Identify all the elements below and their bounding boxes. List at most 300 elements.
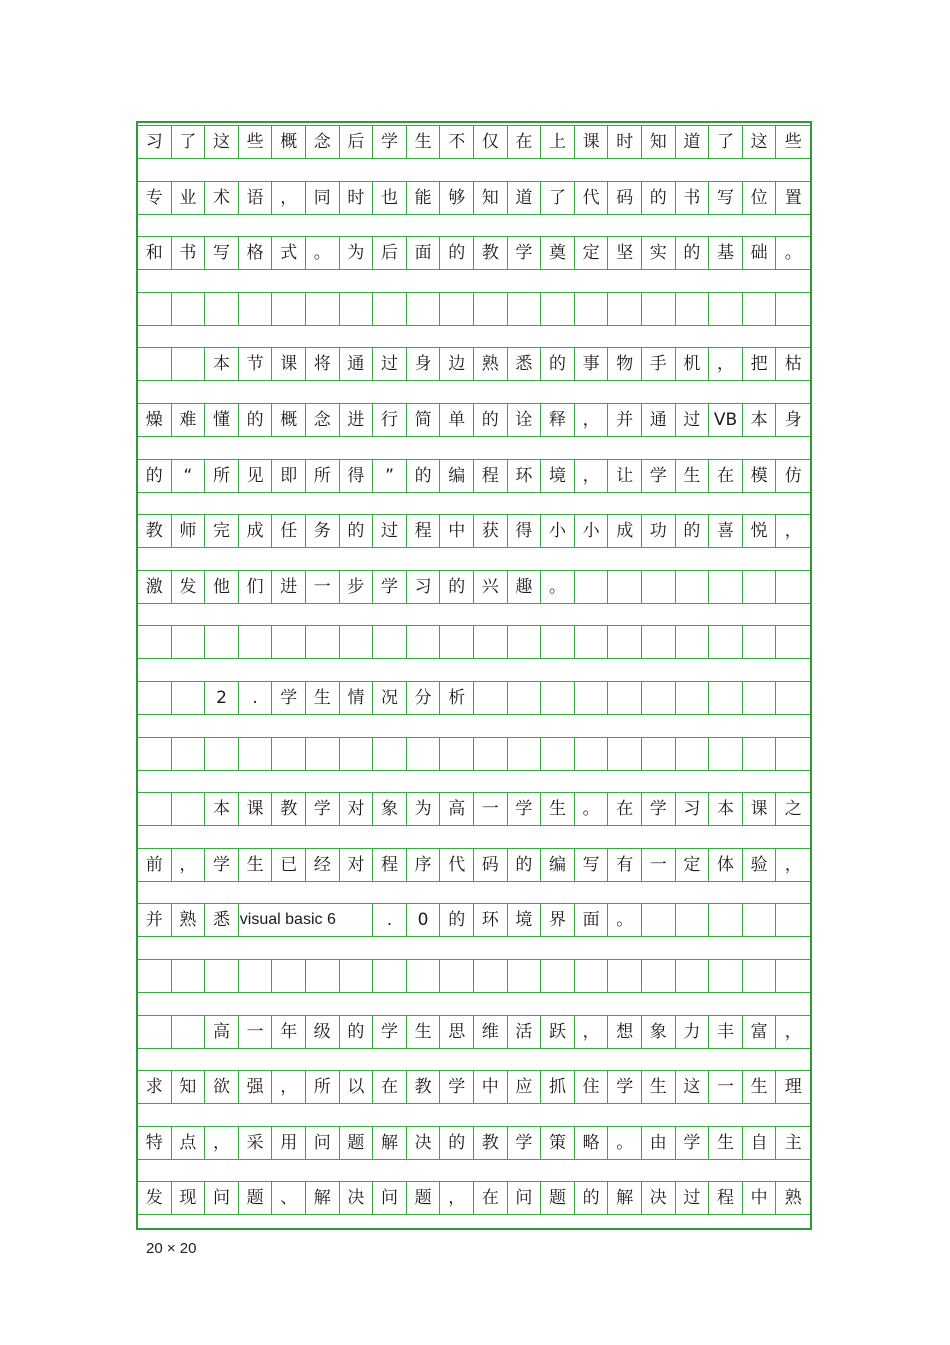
grid-cell	[776, 626, 810, 658]
grid-cell: 时	[608, 126, 642, 158]
grid-cell: 通	[340, 348, 374, 380]
grid-cell	[709, 904, 743, 936]
grid-cell	[440, 738, 474, 770]
grid-cell	[575, 626, 609, 658]
grid-cell: 生	[306, 682, 340, 714]
grid-cell: 们	[239, 571, 273, 603]
grid-cell: 熟	[784, 1188, 802, 1209]
grid-cell: 环	[474, 904, 508, 936]
grid-cell: 获	[474, 515, 508, 547]
grid-cell: 难	[172, 404, 206, 436]
grid-cell	[676, 626, 710, 658]
grid-cell: ，	[272, 182, 306, 214]
grid-cell	[541, 626, 575, 658]
grid-cell: 程	[373, 849, 407, 881]
grid-cell: visual basic 6	[239, 904, 373, 936]
grid-cell: 学	[508, 237, 542, 269]
grid-cell: 教	[272, 793, 306, 825]
grid-row	[138, 347, 810, 381]
grid-cell: 、	[272, 1182, 306, 1214]
grid-cell	[407, 626, 441, 658]
grid-cell: 学	[508, 793, 542, 825]
grid-cell: 问	[306, 1127, 340, 1159]
grid-cell	[373, 738, 407, 770]
grid-cell: 悉	[205, 904, 239, 936]
grid-cell	[138, 738, 172, 770]
grid-cell: 业	[172, 182, 206, 214]
grid-cell: 析	[440, 682, 474, 714]
grid-cell: 诠	[508, 404, 542, 436]
grid-cell	[508, 293, 542, 325]
grid-cell: 式	[272, 237, 306, 269]
grid-row	[138, 1015, 810, 1049]
grid-cell: 自	[743, 1127, 777, 1159]
grid-cell: 生	[642, 1071, 676, 1103]
grid-cell: 由	[642, 1127, 676, 1159]
grid-cell: 码	[608, 182, 642, 214]
grid-cell: 悉	[508, 348, 542, 380]
grid-cell	[239, 738, 273, 770]
grid-cell	[340, 960, 374, 992]
grid-cell: 学	[272, 682, 306, 714]
grid-cell: 所	[205, 460, 239, 492]
grid-cell: 功	[642, 515, 676, 547]
grid-cell: 一	[642, 849, 676, 881]
manuscript-grid	[136, 121, 812, 1230]
grid-cell: 的	[676, 515, 710, 547]
grid-cell	[205, 960, 239, 992]
grid-cell: 事	[575, 348, 609, 380]
grid-cell: VB	[709, 404, 743, 436]
grid-cell: 2	[205, 682, 239, 714]
grid-row	[138, 1070, 810, 1104]
grid-cell: ，	[575, 1016, 609, 1048]
grid-cell	[138, 348, 172, 380]
grid-cell: 写	[205, 237, 239, 269]
grid-cell: 年	[272, 1016, 306, 1048]
grid-cell: 境	[541, 460, 575, 492]
grid-cell	[575, 738, 609, 770]
grid-cell: 了	[709, 126, 743, 158]
grid-cell: 基	[709, 237, 743, 269]
grid-cell: 略	[575, 1127, 609, 1159]
grid-cell: 境	[508, 904, 542, 936]
grid-cell: 生	[676, 460, 710, 492]
grid-cell: ，	[709, 348, 743, 380]
grid-cell: 所	[306, 460, 340, 492]
grid-cell: 题	[340, 1127, 374, 1159]
grid-cell: .	[373, 904, 407, 936]
grid-cell	[172, 960, 206, 992]
grid-cell	[474, 626, 508, 658]
grid-cell: 中	[474, 1071, 508, 1103]
grid-row	[138, 681, 810, 715]
grid-cell: 级	[306, 1016, 340, 1048]
grid-cell: 题	[239, 1182, 273, 1214]
grid-cell	[676, 960, 710, 992]
grid-cell	[743, 571, 777, 603]
grid-cell	[138, 960, 172, 992]
grid-cell	[306, 960, 340, 992]
grid-cell	[172, 793, 206, 825]
grid-cell: ，	[172, 849, 206, 881]
grid-cell: 激	[138, 571, 172, 603]
grid-cell: 写	[709, 182, 743, 214]
grid-cell: 仿	[784, 465, 802, 486]
grid-cell: 程	[407, 515, 441, 547]
grid-row	[138, 125, 810, 159]
grid-cell: 置	[784, 187, 802, 208]
grid-cell: 这	[743, 126, 777, 158]
grid-cell: 书	[172, 237, 206, 269]
grid-cell: 一	[474, 793, 508, 825]
grid-cell: 抓	[541, 1071, 575, 1103]
grid-cell: 生	[709, 1127, 743, 1159]
grid-cell: 道	[676, 126, 710, 158]
grid-cell: 有	[608, 849, 642, 881]
grid-cell: 习	[676, 793, 710, 825]
grid-cell: 理	[784, 1077, 802, 1098]
grid-cell: 象	[642, 1016, 676, 1048]
grid-cell: 题	[407, 1182, 441, 1214]
grid-cell	[272, 293, 306, 325]
grid-cell: ”	[373, 460, 407, 492]
grid-cell	[340, 293, 374, 325]
grid-cell	[541, 960, 575, 992]
grid-cell: 的	[508, 849, 542, 881]
grid-cell	[138, 626, 172, 658]
grid-cell	[172, 293, 206, 325]
grid-cell: 活	[508, 1016, 542, 1048]
grid-cell: 象	[373, 793, 407, 825]
grid-cell: 书	[676, 182, 710, 214]
grid-cell	[440, 626, 474, 658]
grid-cell: 通	[642, 404, 676, 436]
grid-cell: 本	[205, 793, 239, 825]
grid-cell	[709, 293, 743, 325]
grid-cell: 简	[407, 404, 441, 436]
grid-cell: 在	[709, 460, 743, 492]
grid-cell: ，	[440, 1182, 474, 1214]
grid-cell: 把	[743, 348, 777, 380]
grid-cell	[709, 738, 743, 770]
grid-cell	[676, 682, 710, 714]
grid-cell: 任	[272, 515, 306, 547]
grid-cell	[743, 738, 777, 770]
grid-cell: 奠	[541, 237, 575, 269]
grid-size-label: 20 × 20	[146, 1240, 197, 1257]
grid-cell	[508, 682, 542, 714]
grid-cell: 前	[138, 849, 172, 881]
grid-cell: 一	[709, 1071, 743, 1103]
grid-cell: 码	[474, 849, 508, 881]
grid-cell: 验	[743, 849, 777, 881]
grid-cell: 编	[440, 460, 474, 492]
grid-cell: 代	[575, 182, 609, 214]
grid-cell: 和	[138, 237, 172, 269]
grid-cell	[776, 904, 810, 936]
grid-cell: 写	[575, 849, 609, 881]
grid-cell: 课	[575, 126, 609, 158]
grid-cell: 在	[608, 793, 642, 825]
grid-cell	[172, 738, 206, 770]
grid-cell: 这	[205, 126, 239, 158]
grid-cell: 边	[440, 348, 474, 380]
grid-cell: 后	[340, 126, 374, 158]
grid-cell: 课	[239, 793, 273, 825]
grid-cell: 专	[138, 182, 172, 214]
grid-cell: 也	[373, 182, 407, 214]
grid-cell: 课	[743, 793, 777, 825]
grid-cell: 不	[440, 126, 474, 158]
grid-cell: 学	[642, 460, 676, 492]
grid-cell: 本	[743, 404, 777, 436]
grid-cell	[642, 738, 676, 770]
grid-cell: ，	[575, 404, 609, 436]
grid-cell: 知	[474, 182, 508, 214]
grid-cell: 在	[508, 126, 542, 158]
grid-row	[138, 848, 810, 882]
grid-cell: 况	[373, 682, 407, 714]
grid-cell	[642, 682, 676, 714]
grid-cell: 了	[541, 182, 575, 214]
grid-cell: 生	[541, 793, 575, 825]
grid-cell	[709, 626, 743, 658]
grid-cell: 教	[407, 1071, 441, 1103]
grid-cell: 学	[373, 126, 407, 158]
grid-cell	[709, 960, 743, 992]
grid-cell: 的	[440, 1127, 474, 1159]
grid-cell: 欲	[205, 1071, 239, 1103]
grid-cell	[138, 293, 172, 325]
grid-cell	[743, 626, 777, 658]
grid-cell: 0	[407, 904, 441, 936]
grid-cell: 念	[306, 404, 340, 436]
grid-row	[138, 403, 810, 437]
grid-cell: 的	[138, 460, 172, 492]
grid-cell: 应	[508, 1071, 542, 1103]
grid-cell: 经	[306, 849, 340, 881]
grid-cell	[272, 738, 306, 770]
grid-cell: 模	[743, 460, 777, 492]
grid-cell: 发	[172, 571, 206, 603]
grid-cell: 想	[608, 1016, 642, 1048]
grid-cell: 能	[407, 182, 441, 214]
grid-row	[138, 570, 810, 604]
grid-cell	[440, 960, 474, 992]
grid-cell	[474, 293, 508, 325]
grid-cell: 学	[373, 1016, 407, 1048]
grid-cell: 了	[172, 126, 206, 158]
grid-cell: 格	[239, 237, 273, 269]
grid-cell	[642, 960, 676, 992]
grid-cell: 道	[508, 182, 542, 214]
grid-cell: ，	[272, 1071, 306, 1103]
grid-cell	[138, 1016, 172, 1048]
grid-cell: 术	[205, 182, 239, 214]
grid-cell	[407, 738, 441, 770]
grid-cell: 为	[340, 237, 374, 269]
grid-cell: 的	[340, 515, 374, 547]
grid-cell: 采	[239, 1127, 273, 1159]
grid-cell: 过	[676, 404, 710, 436]
grid-cell: 问	[508, 1182, 542, 1214]
grid-cell: 面	[407, 237, 441, 269]
grid-cell: 教	[138, 515, 172, 547]
grid-cell: 分	[407, 682, 441, 714]
grid-cell: 得	[340, 460, 374, 492]
grid-cell	[306, 738, 340, 770]
grid-cell	[239, 960, 273, 992]
grid-cell	[373, 293, 407, 325]
grid-cell: 学	[205, 849, 239, 881]
grid-cell	[743, 960, 777, 992]
grid-cell: 位	[743, 182, 777, 214]
grid-cell: 程	[709, 1182, 743, 1214]
grid-cell: 面	[575, 904, 609, 936]
grid-cell: 燥	[138, 404, 172, 436]
grid-cell	[474, 738, 508, 770]
grid-cell	[205, 738, 239, 770]
grid-cell: 体	[709, 849, 743, 881]
grid-cell	[474, 682, 508, 714]
grid-cell: 决	[642, 1182, 676, 1214]
grid-cell: 些	[239, 126, 273, 158]
grid-cell	[608, 293, 642, 325]
grid-cell: 见	[239, 460, 273, 492]
grid-cell: 教	[474, 237, 508, 269]
grid-cell: 的	[642, 182, 676, 214]
grid-cell: 熟	[474, 348, 508, 380]
grid-cell: 实	[642, 237, 676, 269]
grid-cell: 学	[676, 1127, 710, 1159]
grid-cell: 问	[205, 1182, 239, 1214]
grid-cell: 础	[743, 237, 777, 269]
grid-cell: 为	[407, 793, 441, 825]
grid-cell	[676, 571, 710, 603]
grid-cell: 丰	[709, 1016, 743, 1048]
grid-cell: ，	[784, 854, 802, 875]
grid-cell: 成	[608, 515, 642, 547]
grid-cell	[709, 682, 743, 714]
grid-row	[138, 903, 810, 937]
grid-cell: “	[172, 460, 206, 492]
grid-cell: 主	[784, 1132, 802, 1153]
grid-cell: ，	[784, 1021, 802, 1042]
grid-cell: 师	[172, 515, 206, 547]
grid-cell: 教	[474, 1127, 508, 1159]
grid-cell: 进	[340, 404, 374, 436]
grid-cell: 。	[541, 571, 575, 603]
grid-cell: 上	[541, 126, 575, 158]
grid-cell: ，	[205, 1127, 239, 1159]
grid-cell	[776, 571, 810, 603]
grid-cell: 情	[340, 682, 374, 714]
grid-cell	[642, 571, 676, 603]
grid-cell: 的	[676, 237, 710, 269]
grid-cell: 学	[508, 1127, 542, 1159]
grid-cell: 问	[373, 1182, 407, 1214]
grid-cell: 时	[340, 182, 374, 214]
grid-cell	[306, 293, 340, 325]
grid-cell	[373, 960, 407, 992]
grid-cell: 的	[440, 237, 474, 269]
grid-cell	[205, 626, 239, 658]
grid-cell: 强	[239, 1071, 273, 1103]
grid-row	[138, 737, 810, 771]
grid-cell: 一	[239, 1016, 273, 1048]
grid-cell: 的	[340, 1016, 374, 1048]
grid-cell: 的	[407, 460, 441, 492]
grid-cell: 成	[239, 515, 273, 547]
grid-cell: 定	[575, 237, 609, 269]
grid-cell: 释	[541, 404, 575, 436]
grid-cell: 生	[407, 126, 441, 158]
grid-cell	[474, 960, 508, 992]
grid-cell	[743, 293, 777, 325]
grid-cell	[776, 293, 810, 325]
grid-cell	[776, 960, 810, 992]
grid-cell	[608, 682, 642, 714]
grid-cell: 。	[608, 904, 642, 936]
grid-cell	[776, 682, 810, 714]
grid-cell: 。	[575, 793, 609, 825]
grid-cell: 语	[239, 182, 273, 214]
grid-cell: 之	[784, 799, 802, 820]
grid-cell: 界	[541, 904, 575, 936]
grid-cell: 编	[541, 849, 575, 881]
grid-cell	[239, 293, 273, 325]
grid-cell: 学	[608, 1071, 642, 1103]
grid-cell: 思	[440, 1016, 474, 1048]
grid-cell: 用	[272, 1127, 306, 1159]
grid-row	[138, 236, 810, 270]
grid-cell: ，	[575, 460, 609, 492]
grid-cell: 本	[709, 793, 743, 825]
grid-cell: 策	[541, 1127, 575, 1159]
grid-cell: 小	[541, 515, 575, 547]
grid-cell: 跃	[541, 1016, 575, 1048]
grid-cell	[272, 626, 306, 658]
grid-cell	[306, 626, 340, 658]
grid-cell	[709, 571, 743, 603]
grid-cell: 代	[440, 849, 474, 881]
grid-cell: 兴	[474, 571, 508, 603]
grid-cell: 枯	[784, 354, 802, 375]
grid-row	[138, 459, 810, 493]
grid-cell: 的	[239, 404, 273, 436]
grid-cell: .	[239, 682, 273, 714]
grid-cell: 的	[575, 1182, 609, 1214]
grid-cell	[138, 682, 172, 714]
grid-cell: 概	[272, 404, 306, 436]
grid-cell: 对	[340, 849, 374, 881]
grid-cell: 步	[340, 571, 374, 603]
grid-cell	[272, 960, 306, 992]
grid-cell: 熟	[172, 904, 206, 936]
grid-cell: 。	[784, 243, 802, 264]
grid-cell	[508, 960, 542, 992]
grid-cell: 解	[608, 1182, 642, 1214]
grid-cell: 本	[205, 348, 239, 380]
grid-cell: 趣	[508, 571, 542, 603]
grid-cell: 所	[306, 1071, 340, 1103]
grid-cell: 的	[541, 348, 575, 380]
grid-cell: 学	[373, 571, 407, 603]
grid-cell: ，	[784, 521, 802, 542]
grid-cell	[172, 682, 206, 714]
grid-cell: 维	[474, 1016, 508, 1048]
